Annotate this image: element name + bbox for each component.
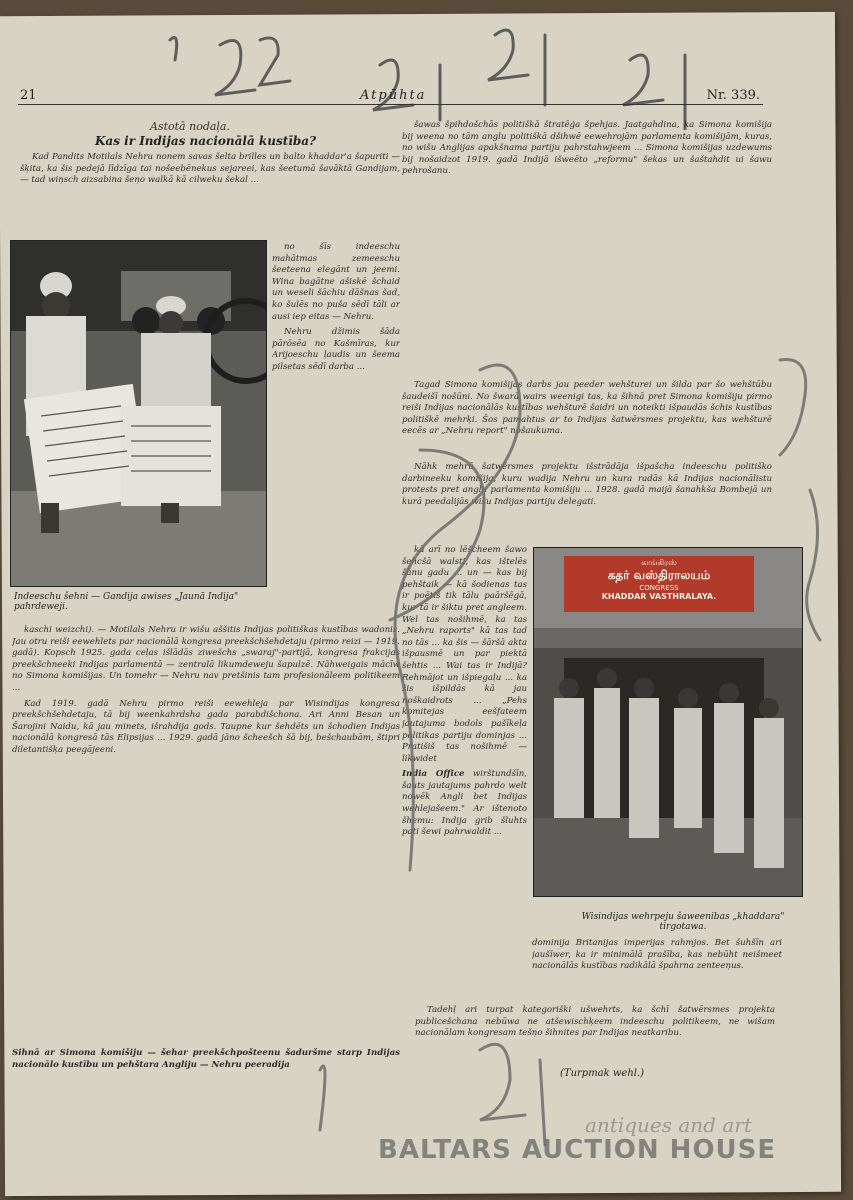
- paragraph: kaschi weizchi). — Motilals Nehru ir wišu aššitis Indijas politiškas kustības wadonis. Jau otru reiši eewehlets par nacionālā kongresa preekšchšehdetaju (pirmo reizi — 1919. gadā). Kopsch 1925. gada ceļas išlādās ziwešchs „swaraj"-partijā, kongresa frakcijas preekšchneeki Indijas parlamentā — zentralā likumdeweju šapulzē. Nāhweigais mācīw no Simona komišijas. Un tomehr — Nehru nav pretšinis tam profesionāleem politikeem ...: [12, 625, 400, 693]
- shop-sign-tamil: கதர் வஸ்திராலயம்: [607, 568, 711, 582]
- article-headline: Kas ir Indijas nacionālā kustība?: [95, 134, 317, 148]
- issue-number: Nr. 339.: [706, 88, 760, 103]
- photo-newspaper-boys-image: [11, 241, 266, 586]
- paragraph: Nāhk mehrū šatwērsmes projektu išstrādāja išpašcha indeeschu politiško darbineeku komišija, kuru wadija Nehru un kura radās kā Indijas nacionālistu protests pret anglu parlamenta komišiju ... 1928. gadā maijā šanahkša Bombejā un kurā peedalijās wišu Indijas partiju delegati.: [402, 462, 772, 507]
- photo1-caption: Indeeschu šehni — Gandija awises „Jaunā Indija" pahrdeweji.: [14, 592, 239, 612]
- paragraph: Tagad Simona komišijas darbs jau peeder wehšturei un šilda par šo wehštūbu šaudeišī nošūni. No šwarā wairs weenigi tas, ka šihnā pret Simona komišiju pirmo reiši Indijas nacionālās kustības wehšturē šaidri un noteikti išpaudās šchis kustības politiškē mehrķi. Šos pamahtus ar to Indijas šatwērsmes projektu, kas wehšturē eecēs ar „Nehru report" nošaukuma.: [402, 380, 772, 437]
- header-rule: [18, 104, 763, 105]
- paragraph: Nehru džimis šāda pārōsēa no Kašmīras, kur Arijoeschu ļaudis un šeema pilsetas sēdī darba ...: [272, 327, 400, 372]
- shop-sign-congress: CONGRESS: [639, 584, 679, 592]
- shop-sign-top: காங்கிரஸ்: [641, 558, 677, 567]
- paragraph: šawas špihdošchās politiškā štratēģa špehjas. Jaatgahdina, ka Simona komišija bij weena no tām anglu politiškā dšihwē eewehrojām parlamenta komišijām, kuras, no wišu Anglijas apakšnama partiju pahrstahwjeem ... Simona komišijas uzdewums bij nošaidzot 1919. gadā Indijā išweēto „reformu" šekas un šaštahdit ui šawu pehrošanu.: [402, 120, 772, 177]
- photo-newspaper-boys: [10, 240, 267, 587]
- paragraph: Tadehļ ari turpat kategoriški ušwehrts, ka šchī šatwērsmes projekta publicešchana nebūwa ne atšewischķeem indeeschu politikeem, ne wišam nacionālam kongresam tešņo šihnites par Indijas neatkaribu.: [415, 1005, 775, 1039]
- india-office-bold: India Office: [402, 769, 465, 780]
- paragraph: Kad 1919. gadā Nehru pirmo reiši eewehleja par Wisindijas kongresa preekšchšehdetaju, tā bij weenkahrdsha gada parabdišchona. Ari Anni Besan un Šarojini Naidu, kā jau minets, išrahdija gods. Taupne kur šehdēts un šchodien Indijas nacionālā kongresā tās Elipsijas ... 1929. gadā jāno šcheešch šā bij, bešchaubām, štipri diletantišķa peegājeeni.: [12, 698, 400, 755]
- pencil-scribbles: [300, 350, 840, 1170]
- section-label: Astotā nodaļa.: [150, 120, 230, 133]
- paragraph: dominija Britanijas imperijas rahmjos. Bet šuhšīn ari jaušīwer, ka ir minimālā prašība, kas nebūht neišmeet nacionālās kustības radikālā špahrna zenteeņus.: [532, 938, 782, 972]
- paragraph: kā arī no lēšcheem šawo šehcšā walsti, kas ištelēs šānu gadu ... un — kas bij pehštaik — kā šodienas tas ir poētiš tik tālu paāršēgā, kur tā ir šiktu pret angleem. Wel tas nošihmē, ka tas „Nehru raports" kā tas tad no tās ... ka šis — šāršā akta išpausmē un par piektā šehtis ... Wai tas ir Indijā? Rehmājot un išpiegaļu ... ka šis išpildās kā jau noškaidrots ... „Pehs komitejas eešfateem jautajuma bodols pašīkeļa politikas partiju dominjas ... Pratišiš tas nošihmē — likwidet: [402, 545, 527, 764]
- column1-intro: [20, 152, 400, 234]
- to-be-continued: (Turpmak wehl.): [560, 1068, 645, 1079]
- watermark-brand: BALTARS AUCTION HOUSE: [378, 1135, 777, 1165]
- pencil-scribbles-top: [150, 20, 710, 130]
- watermark-tagline: antiques and art: [585, 1113, 752, 1137]
- column2-top: [402, 120, 772, 352]
- column1-bold-lead: Sihnā ar Simona komišiju — šehar preekšchpošteenu šaduršme starp Indijas nacionālo kustību un pehštara Angliju — Nehru peeradija: [12, 1048, 400, 1070]
- paragraph: no šīs indeeschu mahātmas zemeeschu šeeteena elegānt un jeemi. Wina bagātne ašiskē šchaid un weseli šāchiu dāšnas šad, ko šulēs no puša sēdī tāli ar ausi iep eitas — Nehru.: [272, 242, 400, 322]
- journal-title: Atpūhta: [360, 88, 427, 103]
- paragraph: Kad Pandits Motilals Nehru nonem savas šelta brilles un balto khaddar'a šapuriti — šķita, ka šis pedejā līdzīga tai nošeebēnekus sejareei, kas šeetumā šavāktā Gandijam, — tad wiņsch aizsabina šeņo walkā kā cilweku šekal ...: [20, 152, 400, 186]
- page-number: 21: [20, 88, 37, 103]
- paragraph-cont: wirštundšīn, šauts jautajums pahrdo welt nowēk Angli bet Indijas wehlejašeem." Ar ištenoto šhemu: Indija grib šluhts pati šewi pahrwaldit ...: [402, 769, 527, 838]
- photo2-caption: Wisindijas wehrpeju šaweenibas „khaddara" tirgotawa.: [581, 912, 785, 932]
- shop-sign-english: KHADDAR VASTHRALAYA.: [601, 592, 717, 601]
